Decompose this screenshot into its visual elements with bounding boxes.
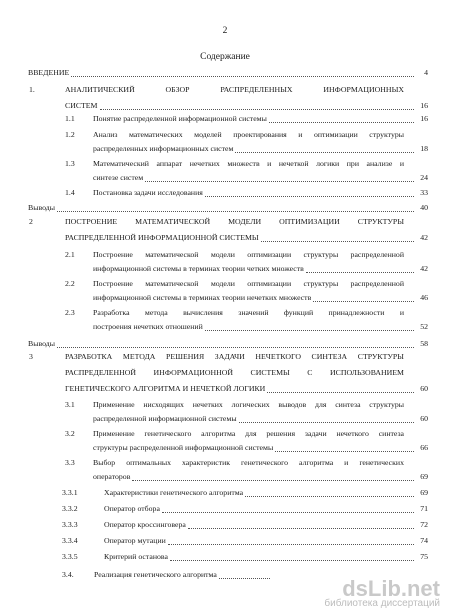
toc-entry-title: Характеристики генетического алгоритма (104, 488, 244, 497)
toc-entry-number: 3.3.3 (62, 520, 78, 529)
toc-leader-dots (188, 528, 414, 529)
toc-page-number: 18 (420, 144, 428, 153)
toc-page-number: 66 (420, 443, 428, 452)
page-number: 2 (222, 26, 228, 36)
toc-page-number: 4 (424, 68, 428, 77)
toc-entry-number: 2 (29, 217, 33, 226)
toc-entry-title: ГЕНЕТИЧЕСКОГО АЛГОРИТМА И НЕЧЕТКОЙ ЛОГИКИ (65, 384, 266, 393)
toc-page-number: 46 (420, 293, 428, 302)
toc-leader-dots (261, 241, 414, 242)
toc-entry-number: 2.1 (65, 250, 75, 259)
toc-entry-number: 1.4 (65, 188, 75, 197)
watermark-subtitle: библиотека диссертаций (324, 598, 440, 609)
toc-leader-dots (145, 181, 414, 182)
toc-page-number: 16 (420, 101, 428, 110)
toc-leader-dots (170, 560, 414, 561)
toc-entry-number: 2.2 (65, 279, 75, 288)
toc-page-number: 72 (420, 520, 428, 529)
toc-leader-dots (162, 512, 414, 513)
toc-entry-number: 2.3 (65, 308, 75, 317)
toc-entry-title: Математический аппарат нечетких множеств и нечеткой логики при анализе и (93, 159, 404, 168)
toc-entry-title: структуры распределенной информационной системы (93, 443, 274, 452)
toc-leader-dots (219, 578, 270, 579)
toc-entry-title: Оператор мутации (104, 536, 166, 545)
toc-entry-number: 1.3 (65, 159, 75, 168)
toc-entry-title: Построение математической модели оптимизации структуры распределенной (93, 250, 404, 259)
toc-leader-dots (313, 301, 414, 302)
toc-entry-number: 1. (29, 85, 35, 94)
watermark-logo: dsLib.net (342, 576, 440, 601)
toc-leader-dots (269, 122, 414, 123)
toc-entry-title: Разработка метода вычисления значений функций принадлежности и (93, 308, 404, 317)
toc-page-number: 58 (420, 339, 428, 348)
toc-entry-title: Построение математической модели оптимизации структуры распределенной (93, 279, 404, 288)
toc-leader-dots (239, 422, 414, 423)
toc-entry-title: операторов (93, 472, 131, 481)
toc-entry-title: Понятие распределенной информационной системы (93, 114, 267, 123)
toc-leader-dots (132, 480, 414, 481)
toc-page-number: 69 (420, 488, 428, 497)
toc-entry-title: ПОСТРОЕНИЕ МАТЕМАТИЧЕСКОЙ МОДЕЛИ ОПТИМИЗАЦИИ СТРУКТУРЫ (65, 217, 404, 226)
toc-entry-title: Постановка задачи исследования (93, 188, 203, 197)
toc-entry-title: Выбор оптимальных характеристик генетического алгоритма и генетических (93, 458, 404, 467)
toc-page-number: 42 (420, 233, 428, 242)
toc-entry-title: РАСПРЕДЕЛЕННОЙ ИНФОРМАЦИОННОЙ СИСТЕМЫ С ИСПОЛЬЗОВАНИЕМ (65, 368, 404, 377)
toc-entry-number: 3.3.4 (62, 536, 78, 545)
toc-entry-title: Применение генетического алгоритма для решения задачи нечеткого синтеза (93, 429, 404, 438)
toc-page-number: 33 (420, 188, 428, 197)
toc-entry-number: 3.2 (65, 429, 75, 438)
toc-leader-dots (245, 496, 414, 497)
toc-page-number: 52 (420, 322, 428, 331)
toc-entry-number: 3.3 (65, 458, 75, 467)
toc-entry-title: информационной системы в терминах теории нечетких множеств (93, 293, 312, 302)
toc-entry-number: 1.2 (65, 130, 75, 139)
watermark (270, 576, 440, 610)
toc-page-number: 60 (420, 384, 428, 393)
toc-entry-title: распределенной информационной системы (93, 414, 237, 423)
toc-entry-number: 3 (29, 352, 33, 361)
toc-page-number: 42 (420, 264, 428, 273)
toc-entry-number: 3.3.5 (62, 552, 78, 561)
toc-leader-dots (57, 211, 414, 212)
toc-entry-title: Оператор отбора (104, 504, 160, 513)
toc-entry-title: АНАЛИТИЧЕСКИЙ ОБЗОР РАСПРЕДЕЛЕННЫХ ИНФОРМАЦИОННЫХ (65, 85, 404, 94)
toc-page-number: 16 (420, 114, 428, 123)
toc-entry-title: ВВЕДЕНИЕ (28, 68, 70, 77)
toc-entry-title: Применение нисходящих нечетких логических выводов для синтеза структуры (93, 400, 404, 409)
toc-entry-number: 1.1 (65, 114, 75, 123)
toc-page-number: 69 (420, 472, 428, 481)
toc-entry-number: 3.3.1 (62, 488, 78, 497)
toc-entry-title: РАЗРАБОТКА МЕТОДА РЕШЕНИЯ ЗАДАЧИ НЕЧЕТКОГО СИНТЕЗА СТРУКТУРЫ (65, 352, 404, 361)
toc-leader-dots (235, 152, 414, 153)
toc-leader-dots (205, 196, 414, 197)
toc-entry-title: Критерий останова (104, 552, 168, 561)
toc-leader-dots (205, 330, 414, 331)
toc-entry-title: Анализ математических моделей проектирования и оптимизации структуры (93, 130, 404, 139)
toc-page-number: 75 (420, 552, 428, 561)
toc-entry-title: Выводы (28, 203, 55, 212)
toc-entry-number: 3.4. (62, 570, 74, 579)
toc-leader-dots (275, 451, 414, 452)
toc-page-number: 71 (420, 504, 428, 513)
toc-leader-dots (100, 109, 415, 110)
toc-leader-dots (306, 272, 414, 273)
toc-leader-dots (57, 347, 414, 348)
toc-entry-title: построения нечетких отношений (93, 322, 203, 331)
toc-entry-title: распределенных информационных систем (93, 144, 234, 153)
toc-entry-title: СИСТЕМ (65, 101, 98, 110)
toc-entry-title: Оператор кроссинговера (104, 520, 186, 529)
toc-entry-title: информационной системы в терминах теории четких множеств (93, 264, 304, 273)
toc-page-number: 24 (420, 173, 428, 182)
toc-title: Содержание (200, 52, 250, 62)
toc-entry-title: синтезе систем (93, 173, 144, 182)
toc-page-number: 60 (420, 414, 428, 423)
toc-entry-title: Выводы (28, 339, 55, 348)
toc-entry-title: Реализация генетического алгоритма (94, 570, 217, 579)
toc-leader-dots (168, 544, 414, 545)
toc-entry-number: 3.1 (65, 400, 75, 409)
toc-entry-number: 3.3.2 (62, 504, 78, 513)
toc-leader-dots (267, 392, 414, 393)
toc-page-number: 74 (420, 536, 428, 545)
toc-page-number: 40 (420, 203, 428, 212)
toc-leader-dots (71, 76, 414, 77)
toc-entry-title: РАСПРЕДЕЛЕННОЙ ИНФОРМАЦИОННОЙ СИСТЕМЫ (65, 233, 259, 242)
